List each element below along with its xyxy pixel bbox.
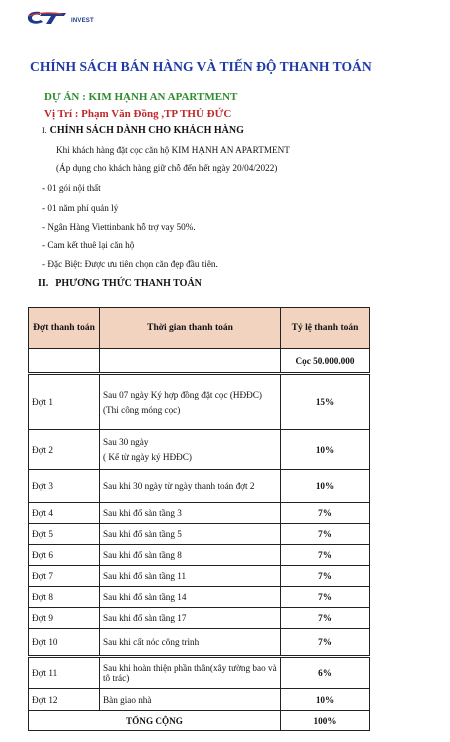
table-row xyxy=(29,657,370,689)
time-line: Sau 30 ngày xyxy=(103,437,149,447)
benefit-item: - Cam kết thuê lại căn hộ xyxy=(42,240,135,250)
section1-applies: (Áp dụng cho khách hàng giữ chỗ đến hết ngày 20/04/2022) xyxy=(56,163,278,173)
total-row xyxy=(29,711,370,731)
phase-cell: Đợt 9 xyxy=(29,608,100,629)
table-row xyxy=(29,689,370,711)
deposit-value: Cọc 50.000.000 xyxy=(281,349,370,374)
table-row xyxy=(29,470,370,503)
section1-title: CHÍNH SÁCH DÀNH CHO KHÁCH HÀNG xyxy=(49,125,244,136)
table-row xyxy=(29,608,370,629)
company-logo xyxy=(26,10,94,26)
project-name: DỰ ÁN : KIM HẠNH AN APARTMENT xyxy=(44,91,238,103)
section1-intro: Khi khách hàng đặt cọc căn hộ KIM HẠNH AN APARTMENT xyxy=(56,145,290,155)
header-phase: Đợt thanh toán xyxy=(29,308,100,349)
section1-number: I. xyxy=(42,126,47,135)
total-value: 100% xyxy=(281,711,370,731)
rate-cell: 7% xyxy=(281,608,370,629)
benefit-item: - Đặc Biệt: Được ưu tiên chọn căn đẹp đầu tiên. xyxy=(42,259,218,269)
table-row xyxy=(29,566,370,587)
rate-cell: 7% xyxy=(281,566,370,587)
section2-number: II. xyxy=(38,278,49,289)
time-cell: Sau khi đổ sàn tầng 3 xyxy=(100,503,281,524)
phase-cell: Đợt 3 xyxy=(29,470,100,503)
phase-cell: Đợt 11 xyxy=(29,657,100,689)
time-cell: Bàn giao nhà xyxy=(100,689,281,711)
rate-cell: 7% xyxy=(281,587,370,608)
section2-heading xyxy=(38,278,202,289)
benefit-item: - Ngân Hàng Viettinbank hỗ trợ vay 50%. xyxy=(42,222,196,232)
phase-cell: Đợt 7 xyxy=(29,566,100,587)
table-row xyxy=(29,503,370,524)
time-cell: Sau khi đổ sàn tầng 5 xyxy=(100,524,281,545)
time-cell: Sau khi đổ sàn tầng 8 xyxy=(100,545,281,566)
phase-cell: Đợt 4 xyxy=(29,503,100,524)
phase-cell: Đợt 1 xyxy=(29,374,100,430)
rate-cell: 7% xyxy=(281,545,370,566)
time-cell: Sau khi đổ sàn tầng 14 xyxy=(100,587,281,608)
section1-heading xyxy=(42,125,244,136)
rate-cell: 10% xyxy=(281,470,370,503)
header-rate: Tỷ lệ thanh toán xyxy=(281,308,370,349)
rate-cell: 7% xyxy=(281,524,370,545)
rate-cell: 6% xyxy=(281,657,370,689)
time-cell xyxy=(100,374,281,430)
rate-cell: 10% xyxy=(281,430,370,470)
time-line: ( Kể từ ngày ký HĐĐC) xyxy=(103,452,192,462)
table-row xyxy=(29,374,370,430)
time-line: Sau 07 ngày Ký hợp đồng đặt cọc (HĐĐC) xyxy=(103,389,262,400)
table-row xyxy=(29,629,370,657)
payment-schedule-table xyxy=(28,307,370,731)
page-title: CHÍNH SÁCH BÁN HÀNG VÀ TIẾN ĐỘ THANH TOÁN xyxy=(30,59,372,74)
phase-cell: Đợt 12 xyxy=(29,689,100,711)
time-cell: Sau khi cất nóc công trình xyxy=(100,629,281,657)
logo-invest-text: INVEST xyxy=(71,18,94,24)
phase-cell: Đợt 6 xyxy=(29,545,100,566)
rate-cell: 7% xyxy=(281,629,370,657)
time-cell: Sau khi đổ sàn tầng 11 xyxy=(100,566,281,587)
phase-cell: Đợt 8 xyxy=(29,587,100,608)
time-cell: Sau khi hoàn thiện phần thân(xây tường bao và tô trác) xyxy=(100,657,281,689)
ct-logo-icon xyxy=(26,10,70,26)
benefit-item: - 01 năm phí quản lý xyxy=(42,203,119,213)
rate-cell: 15% xyxy=(281,374,370,430)
benefit-item: - 01 gói nội thất xyxy=(42,183,101,193)
phase-cell: Đợt 5 xyxy=(29,524,100,545)
header-time: Thời gian thanh toán xyxy=(100,308,281,349)
section2-title: PHƯƠNG THỨC THANH TOÁN xyxy=(55,278,202,289)
project-location: Vị Trí : Phạm Văn Đồng ,TP THỦ ĐỨC xyxy=(44,108,232,120)
rate-cell: 10% xyxy=(281,689,370,711)
table-row xyxy=(29,430,370,470)
phase-cell: Đợt 10 xyxy=(29,629,100,657)
table-row xyxy=(29,587,370,608)
total-label: TỔNG CỘNG xyxy=(29,711,281,731)
phase-cell: Đợt 2 xyxy=(29,430,100,470)
table-row xyxy=(29,545,370,566)
rate-cell: 7% xyxy=(281,503,370,524)
time-cell: Sau khi đổ sàn tầng 17 xyxy=(100,608,281,629)
time-cell: Sau khi 30 ngày từ ngày thanh toán đợt 2 xyxy=(100,470,281,503)
table-header-row xyxy=(29,308,370,349)
table-row xyxy=(29,524,370,545)
deposit-row xyxy=(29,349,370,374)
time-line: (Thi công móng cọc) xyxy=(103,404,181,415)
time-cell xyxy=(100,430,281,470)
